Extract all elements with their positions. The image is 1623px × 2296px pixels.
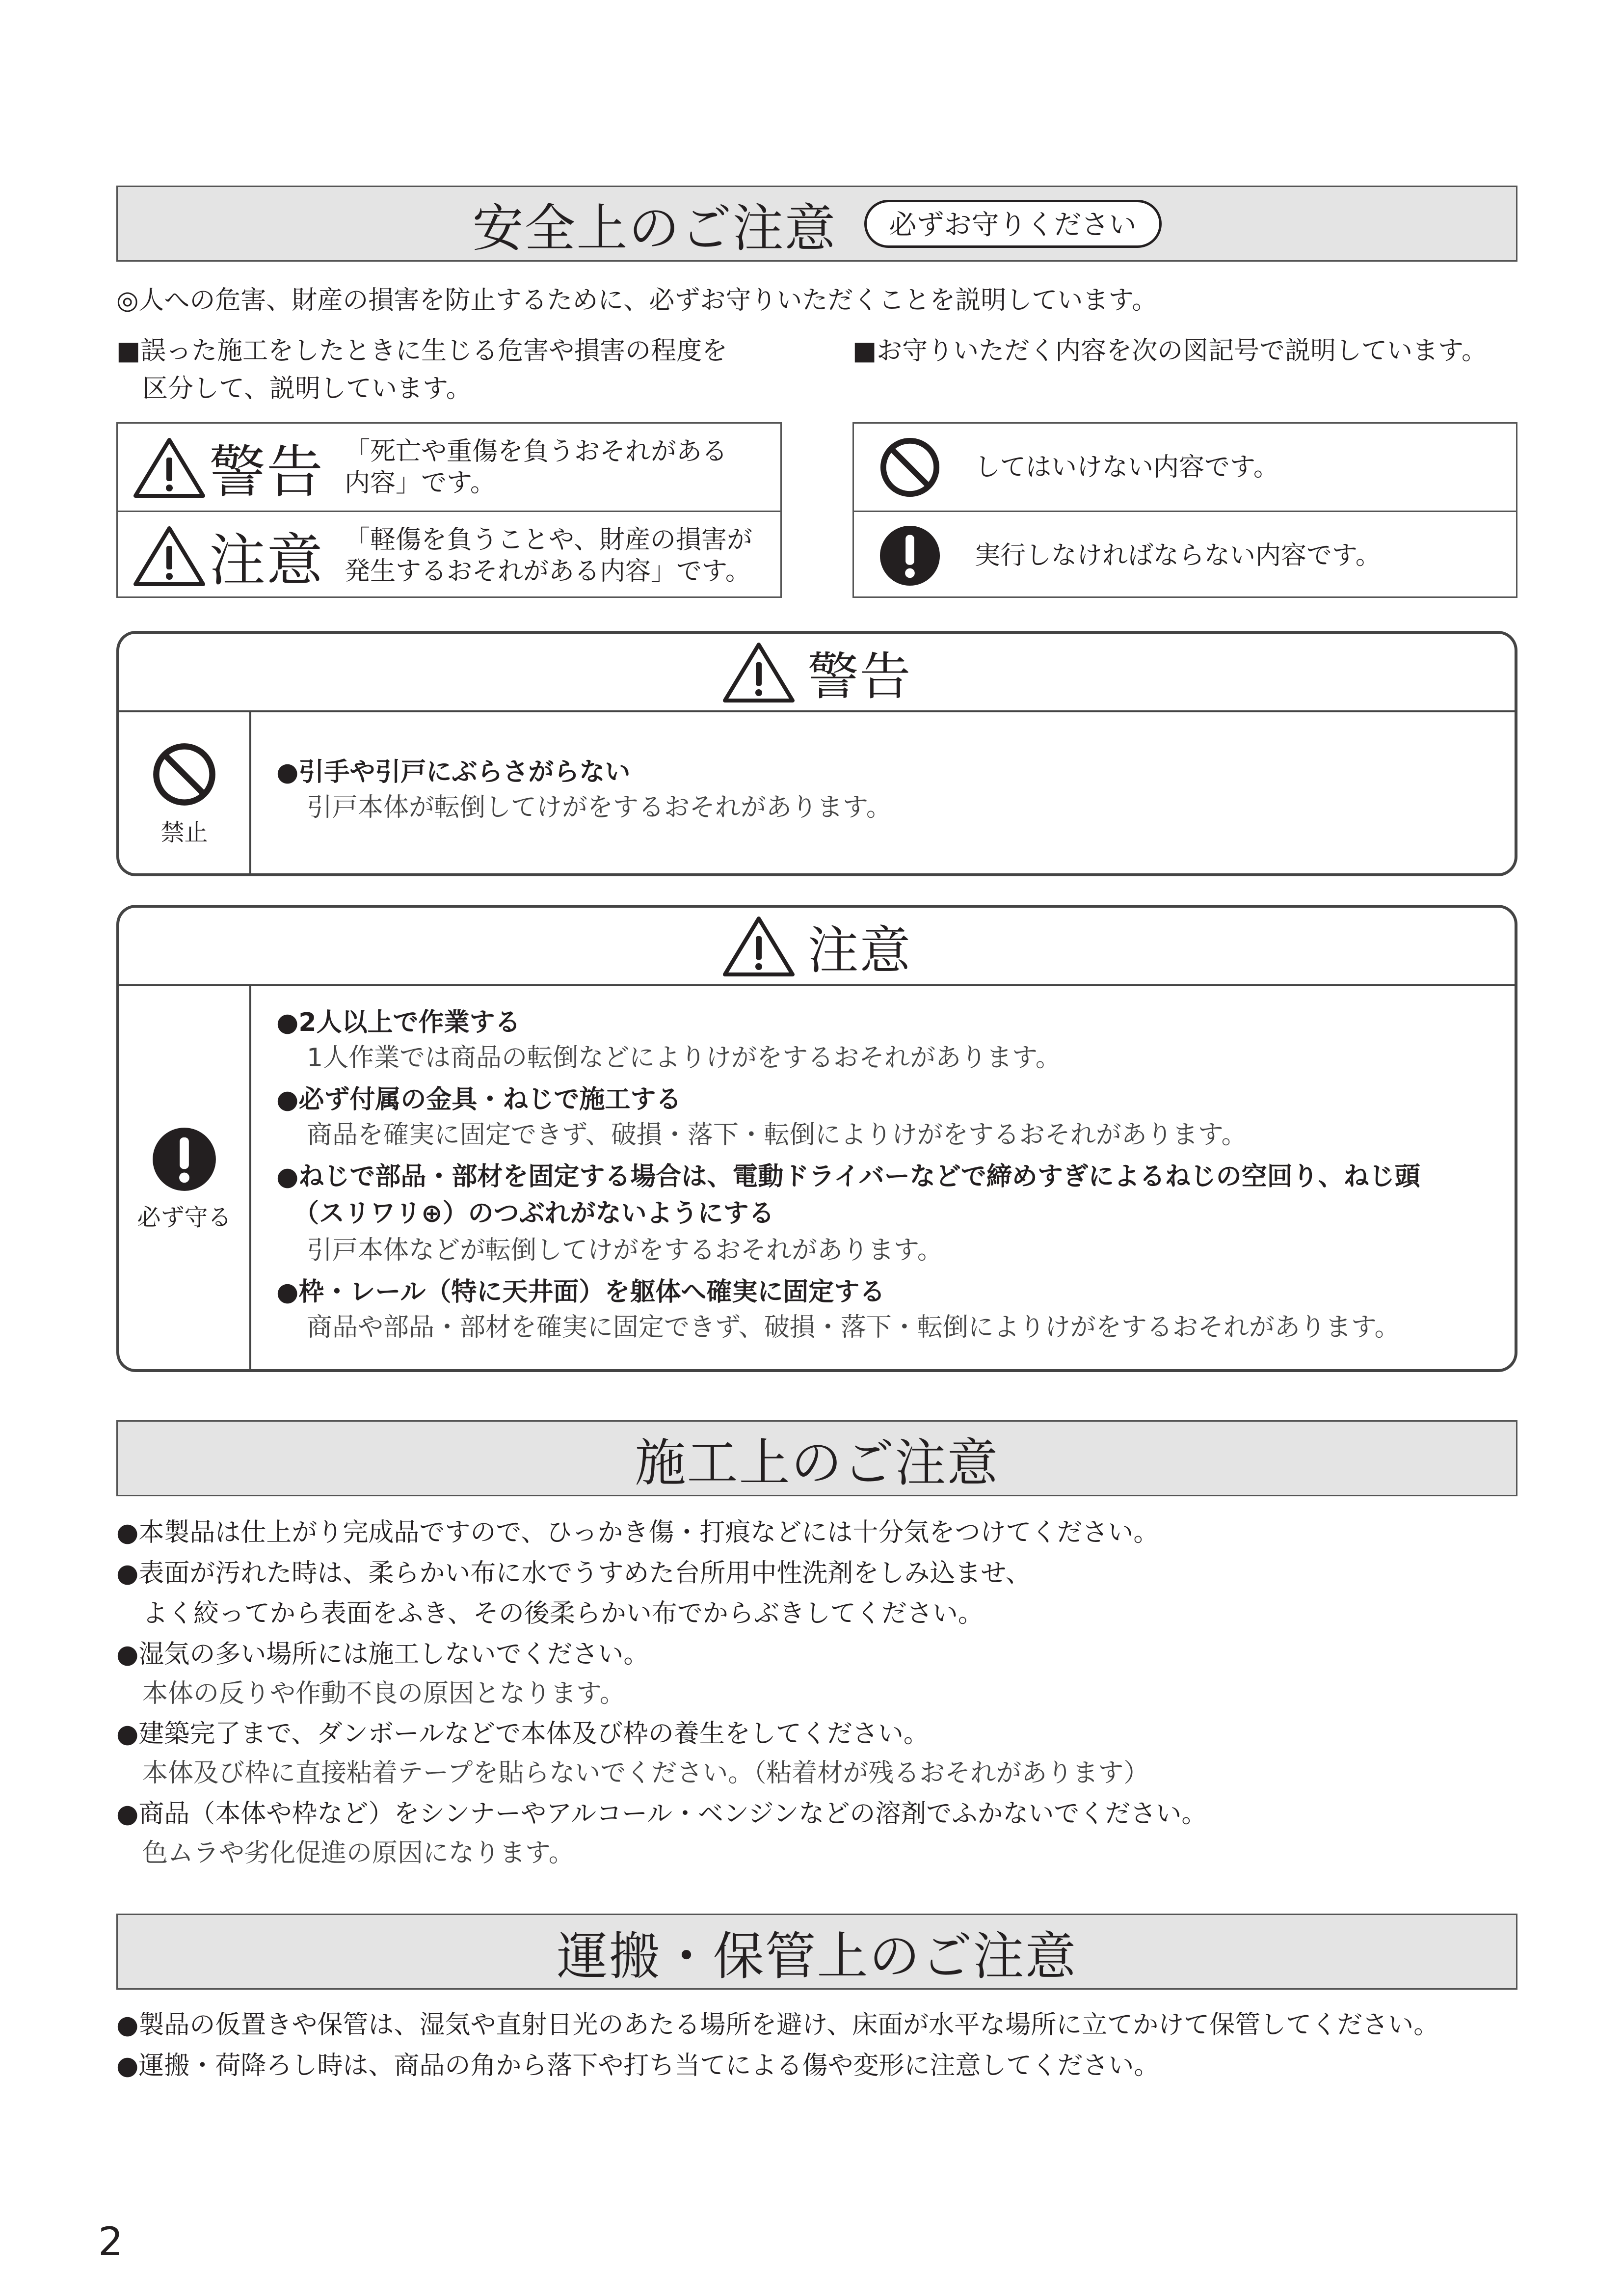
transport-section-header <box>116 1914 1517 1990</box>
caution-item-head: ●枠・レール（特に天井面）を躯体へ確実に固定する <box>276 1277 885 1307</box>
safety-section-header <box>116 186 1517 262</box>
page-number: 2 <box>98 2219 123 2265</box>
symbol-desc-mandatory: 実行しなければならない内容です。 <box>975 540 1381 570</box>
must-follow-label: 必ず守る <box>137 1204 232 1231</box>
symbol-legend <box>852 422 1517 598</box>
symbol-desc-prohibition: してはいけない内容です。 <box>975 452 1279 482</box>
severity-legend <box>116 422 782 598</box>
warning-triangle-icon <box>722 641 796 703</box>
must-follow-badge: 必ずお守りください <box>864 200 1162 248</box>
legend-desc-caution <box>345 524 752 587</box>
legend-desc-caution-2: 発生するおそれがある内容」です。 <box>345 556 751 586</box>
legend-row-warning <box>118 424 780 511</box>
symbol-row-mandatory <box>854 511 1516 599</box>
transport-line: ●製品の仮置きや保管は、湿気や直射日光のあたる場所を避け、床面が水平な場所に立てかけて保管してください。 <box>116 2010 1439 2040</box>
caution-item-detail: 引戸本体などが転倒してけがをするおそれがあります。 <box>307 1236 943 1265</box>
construction-line: 本体及び枠に直接粘着テープを貼らないでください。（粘着材が残るおそれがあります） <box>142 1758 1149 1788</box>
warning-triangle-icon <box>133 436 206 499</box>
warning-item-detail: 引戸本体が転倒してけがをするおそれがあります。 <box>307 793 892 822</box>
caution-item-head-cont: （スリワリ⊕）のつぶれがないようにする <box>293 1199 774 1228</box>
legend-label-warning: 警告 <box>209 439 324 505</box>
legend-row-caution <box>118 511 780 599</box>
construction-line: ●湿気の多い場所には施工しないでください。 <box>116 1640 649 1669</box>
caution-item-detail: 1人作業では商品の転倒などによりけがをするおそれがあります。 <box>307 1043 1061 1073</box>
construction-line: ●表面が汚れた時は、柔らかい布に水でうすめた台所用中性洗剤をしみ込ませ、 <box>116 1559 1031 1588</box>
caution-triangle-icon <box>133 524 206 587</box>
classify-line-2: 区分して、説明しています。 <box>142 374 472 404</box>
mandatory-icon <box>151 1126 217 1192</box>
construction-line: ●商品（本体や枠など）をシンナーやアルコール・ベンジンなどの溶剤でふかないでください。 <box>116 1799 1207 1829</box>
transport-line: ●運搬・荷降ろし時は、商品の角から落下や打ち当てによる傷や変形に注意してください。 <box>116 2051 1160 2080</box>
safety-intro: ◎人への危害、財産の損害を防止するために、必ずお守りいただくことを説明しています。 <box>116 286 1158 315</box>
prohibition-icon <box>878 436 941 499</box>
construction-line: ●本製品は仕上がり完成品ですので、ひっかき傷・打痕などには十分気をつけてください。 <box>116 1518 1159 1547</box>
construction-line: ●建築完了まで、ダンボールなどで本体及び枠の養生をしてください。 <box>116 1719 929 1749</box>
legend-label-caution: 注意 <box>209 528 324 594</box>
legend-desc-caution-1: 「軽傷を負うことや、財産の損害が <box>345 525 752 555</box>
caution-box-side <box>119 986 251 1372</box>
construction-line: 本体の反りや作動不良の原因となります。 <box>142 1679 625 1708</box>
symbols-line: ■お守りいただく内容を次の図記号で説明しています。 <box>852 336 1487 366</box>
legend-desc-warning-1: 「死亡や重傷を負うおそれがある <box>345 436 728 466</box>
caution-item-detail: 商品や部品・部材を確実に固定できず、破損・落下・転倒によりけがをするおそれがあります。 <box>307 1313 1400 1342</box>
caution-item-head: ●2人以上で作業する <box>276 1008 521 1037</box>
construction-title: 施工上のご注意 <box>635 1432 999 1493</box>
construction-section-header <box>116 1420 1517 1496</box>
legend-desc-warning <box>345 436 727 499</box>
warning-box-title: 警告 <box>807 647 912 706</box>
prohibited-label: 禁止 <box>160 819 208 846</box>
caution-item-head: ●必ず付属の金具・ねじで施工する <box>276 1085 682 1114</box>
construction-line: よく絞ってから表面をふき、その後柔らかい布でからぶきしてください。 <box>142 1599 984 1628</box>
classify-line-1: ■誤った施工をしたときに生じる危害や損害の程度を <box>116 336 728 366</box>
caution-box-title: 注意 <box>807 920 912 980</box>
warning-box-header <box>119 634 1515 712</box>
prohibition-icon <box>151 741 217 808</box>
warning-item-head: ●引手や引戸にぶらさがらない <box>276 757 631 787</box>
caution-item-detail: 商品を確実に固定できず、破損・落下・転倒によりけがをするおそれがあります。 <box>307 1120 1247 1150</box>
caution-triangle-icon <box>722 915 796 977</box>
construction-line: 色ムラや劣化促進の原因になります。 <box>142 1838 574 1868</box>
warning-box-side <box>119 712 251 876</box>
legend-desc-warning-2: 内容」です。 <box>345 468 496 498</box>
caution-box-header <box>119 908 1515 986</box>
safety-title: 安全上のご注意 <box>472 198 837 258</box>
symbol-row-prohibition <box>854 424 1516 511</box>
transport-title: 運搬・保管上のご注意 <box>557 1926 1077 1986</box>
caution-item-head: ●ねじで部品・部材を固定する場合は、電動ドライバーなどで締めすぎによるねじの空回り、ねじ頭 <box>276 1162 1420 1191</box>
mandatory-icon <box>878 524 941 587</box>
